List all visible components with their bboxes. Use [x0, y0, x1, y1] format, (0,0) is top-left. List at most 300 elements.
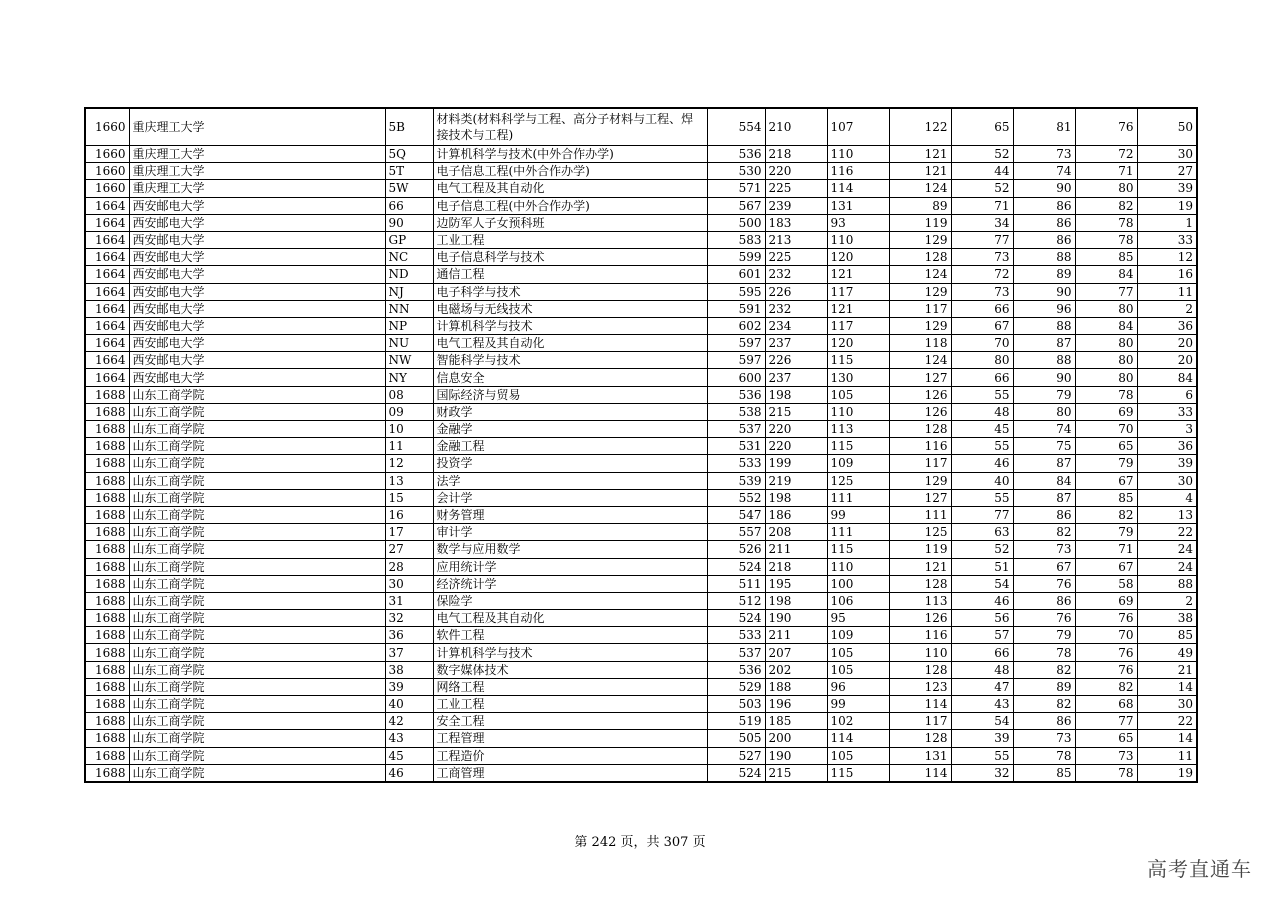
cell-score-b: 105: [827, 644, 889, 661]
cell-major-name: 边防军人子女预科班: [433, 214, 707, 231]
cell-score-a: 190: [765, 610, 827, 627]
cell-major-name: 数学与应用数学: [433, 541, 707, 558]
cell-major-name: 电子科学与技术: [433, 283, 707, 300]
table-body: [85, 108, 1197, 782]
cell-rank: 24: [1137, 558, 1197, 575]
cell-major-name: 计算机科学与技术: [433, 644, 707, 661]
cell-school-code: 1664: [85, 231, 129, 248]
cell-score-c: 129: [889, 317, 951, 334]
table-row: [85, 249, 1197, 266]
cell-score-d: 63: [951, 524, 1013, 541]
cell-major-code: 40: [385, 696, 433, 713]
cell-score-d: 72: [951, 266, 1013, 283]
cell-major-code: 46: [385, 764, 433, 782]
cell-score-total: 554: [707, 108, 765, 146]
cell-school-name: 山东工商学院: [129, 438, 385, 455]
table-row: [85, 489, 1197, 506]
table-row: [85, 575, 1197, 592]
cell-score-total: 595: [707, 283, 765, 300]
cell-score-total: 500: [707, 214, 765, 231]
cell-score-b: 117: [827, 317, 889, 334]
cell-score-b: 111: [827, 489, 889, 506]
cell-score-c: 113: [889, 592, 951, 609]
cell-rank: 6: [1137, 386, 1197, 403]
cell-score-b: 110: [827, 146, 889, 163]
cell-school-code: 1664: [85, 197, 129, 214]
cell-major-name: 经济统计学: [433, 575, 707, 592]
cell-school-name: 西安邮电大学: [129, 369, 385, 386]
cell-score-c: 117: [889, 300, 951, 317]
cell-school-code: 1664: [85, 352, 129, 369]
cell-major-name: 金融工程: [433, 438, 707, 455]
cell-school-code: 1688: [85, 489, 129, 506]
cell-rank: 36: [1137, 438, 1197, 455]
cell-school-code: 1688: [85, 627, 129, 644]
cell-score-e: 86: [1013, 506, 1075, 523]
cell-score-d: 73: [951, 283, 1013, 300]
cell-school-code: 1688: [85, 386, 129, 403]
cell-score-e: 90: [1013, 283, 1075, 300]
cell-score-c: 124: [889, 180, 951, 197]
cell-score-c: 126: [889, 386, 951, 403]
cell-rank: 30: [1137, 696, 1197, 713]
table-row: [85, 108, 1197, 146]
cell-major-code: 10: [385, 421, 433, 438]
cell-major-code: NN: [385, 300, 433, 317]
cell-school-code: 1688: [85, 438, 129, 455]
cell-major-code: 5T: [385, 163, 433, 180]
cell-score-e: 73: [1013, 541, 1075, 558]
cell-score-e: 90: [1013, 369, 1075, 386]
cell-score-e: 78: [1013, 644, 1075, 661]
cell-score-b: 93: [827, 214, 889, 231]
cell-score-a: 185: [765, 713, 827, 730]
cell-score-total: 539: [707, 472, 765, 489]
cell-score-a: 198: [765, 592, 827, 609]
cell-score-a: 226: [765, 283, 827, 300]
cell-school-code: 1688: [85, 455, 129, 472]
cell-rank: 38: [1137, 610, 1197, 627]
cell-score-a: 202: [765, 661, 827, 678]
cell-score-a: 188: [765, 678, 827, 695]
cell-score-a: 218: [765, 146, 827, 163]
cell-score-d: 77: [951, 231, 1013, 248]
cell-score-c: 119: [889, 541, 951, 558]
cell-score-b: 117: [827, 283, 889, 300]
cell-rank: 4: [1137, 489, 1197, 506]
cell-major-name: 工程造价: [433, 747, 707, 764]
cell-school-code: 1664: [85, 300, 129, 317]
cell-rank: 1: [1137, 214, 1197, 231]
cell-score-d: 66: [951, 300, 1013, 317]
cell-major-name: 审计学: [433, 524, 707, 541]
cell-score-a: 234: [765, 317, 827, 334]
cell-score-e: 74: [1013, 163, 1075, 180]
table-row: [85, 300, 1197, 317]
table-row: [85, 610, 1197, 627]
cell-score-total: 552: [707, 489, 765, 506]
cell-score-e: 79: [1013, 386, 1075, 403]
cell-school-name: 重庆理工大学: [129, 108, 385, 146]
table-row: [85, 713, 1197, 730]
cell-score-d: 52: [951, 180, 1013, 197]
cell-score-b: 110: [827, 231, 889, 248]
cell-score-total: 512: [707, 592, 765, 609]
cell-score-d: 54: [951, 575, 1013, 592]
cell-score-d: 71: [951, 197, 1013, 214]
cell-school-name: 山东工商学院: [129, 455, 385, 472]
cell-score-a: 220: [765, 438, 827, 455]
cell-score-a: 211: [765, 541, 827, 558]
cell-score-c: 126: [889, 610, 951, 627]
cell-score-e: 89: [1013, 266, 1075, 283]
cell-school-name: 山东工商学院: [129, 575, 385, 592]
cell-score-d: 34: [951, 214, 1013, 231]
cell-score-e: 86: [1013, 592, 1075, 609]
cell-score-total: 530: [707, 163, 765, 180]
cell-score-e: 87: [1013, 489, 1075, 506]
cell-score-a: 207: [765, 644, 827, 661]
cell-score-e: 84: [1013, 472, 1075, 489]
cell-score-d: 51: [951, 558, 1013, 575]
cell-score-a: 218: [765, 558, 827, 575]
cell-rank: 2: [1137, 300, 1197, 317]
cell-major-code: NW: [385, 352, 433, 369]
cell-score-d: 73: [951, 249, 1013, 266]
cell-score-total: 537: [707, 644, 765, 661]
cell-major-name: 会计学: [433, 489, 707, 506]
cell-major-code: 36: [385, 627, 433, 644]
cell-score-c: 122: [889, 108, 951, 146]
cell-school-code: 1688: [85, 644, 129, 661]
cell-score-a: 198: [765, 386, 827, 403]
cell-school-code: 1660: [85, 163, 129, 180]
cell-school-code: 1688: [85, 421, 129, 438]
cell-score-b: 114: [827, 180, 889, 197]
cell-major-code: 13: [385, 472, 433, 489]
cell-score-b: 115: [827, 764, 889, 782]
cell-score-b: 106: [827, 592, 889, 609]
cell-school-code: 1664: [85, 249, 129, 266]
cell-score-total: 567: [707, 197, 765, 214]
cell-score-a: 220: [765, 421, 827, 438]
cell-score-d: 56: [951, 610, 1013, 627]
cell-school-name: 西安邮电大学: [129, 335, 385, 352]
cell-score-f: 77: [1075, 283, 1137, 300]
cell-score-f: 78: [1075, 231, 1137, 248]
cell-score-c: 128: [889, 421, 951, 438]
cell-score-e: 87: [1013, 455, 1075, 472]
cell-rank: 33: [1137, 403, 1197, 420]
cell-major-name: 电气工程及其自动化: [433, 335, 707, 352]
cell-score-total: 571: [707, 180, 765, 197]
cell-major-name: 通信工程: [433, 266, 707, 283]
cell-score-d: 32: [951, 764, 1013, 782]
cell-rank: 22: [1137, 524, 1197, 541]
cell-school-code: 1688: [85, 730, 129, 747]
table-row: [85, 592, 1197, 609]
table-row: [85, 352, 1197, 369]
cell-major-code: 09: [385, 403, 433, 420]
cell-score-e: 90: [1013, 180, 1075, 197]
cell-score-total: 583: [707, 231, 765, 248]
cell-major-name: 财政学: [433, 403, 707, 420]
cell-score-c: 118: [889, 335, 951, 352]
table-row: [85, 369, 1197, 386]
cell-major-code: 5B: [385, 108, 433, 146]
cell-school-code: 1660: [85, 108, 129, 146]
cell-major-name: 电气工程及其自动化: [433, 180, 707, 197]
cell-rank: 88: [1137, 575, 1197, 592]
cell-rank: 14: [1137, 678, 1197, 695]
cell-score-f: 72: [1075, 146, 1137, 163]
cell-score-e: 73: [1013, 730, 1075, 747]
cell-rank: 14: [1137, 730, 1197, 747]
cell-score-total: 547: [707, 506, 765, 523]
table-row: [85, 231, 1197, 248]
cell-score-e: 82: [1013, 524, 1075, 541]
cell-score-a: 199: [765, 455, 827, 472]
cell-school-code: 1688: [85, 678, 129, 695]
cell-score-b: 109: [827, 455, 889, 472]
cell-school-name: 西安邮电大学: [129, 197, 385, 214]
cell-major-name: 材料类(材料科学与工程、高分子材料与工程、焊接技术与工程): [433, 108, 707, 146]
table-row: [85, 214, 1197, 231]
cell-school-name: 重庆理工大学: [129, 180, 385, 197]
table-row: [85, 661, 1197, 678]
cell-rank: 11: [1137, 747, 1197, 764]
cell-rank: 84: [1137, 369, 1197, 386]
cell-score-b: 102: [827, 713, 889, 730]
table-row: [85, 764, 1197, 782]
cell-score-c: 125: [889, 524, 951, 541]
cell-major-code: NP: [385, 317, 433, 334]
cell-score-a: 232: [765, 300, 827, 317]
cell-score-total: 531: [707, 438, 765, 455]
cell-school-code: 1688: [85, 661, 129, 678]
cell-score-e: 86: [1013, 231, 1075, 248]
cell-major-name: 财务管理: [433, 506, 707, 523]
cell-score-total: 533: [707, 627, 765, 644]
cell-score-e: 73: [1013, 146, 1075, 163]
cell-score-f: 76: [1075, 108, 1137, 146]
cell-rank: 36: [1137, 317, 1197, 334]
cell-major-name: 计算机科学与技术(中外合作办学): [433, 146, 707, 163]
cell-school-name: 山东工商学院: [129, 421, 385, 438]
cell-score-total: 503: [707, 696, 765, 713]
cell-score-e: 81: [1013, 108, 1075, 146]
cell-major-code: 42: [385, 713, 433, 730]
cell-score-d: 39: [951, 730, 1013, 747]
cell-score-d: 66: [951, 644, 1013, 661]
cell-score-a: 220: [765, 163, 827, 180]
cell-score-f: 84: [1075, 317, 1137, 334]
cell-rank: 22: [1137, 713, 1197, 730]
cell-major-code: NJ: [385, 283, 433, 300]
cell-score-e: 76: [1013, 610, 1075, 627]
cell-score-a: 183: [765, 214, 827, 231]
cell-school-name: 西安邮电大学: [129, 214, 385, 231]
cell-major-code: 30: [385, 575, 433, 592]
cell-major-name: 电气工程及其自动化: [433, 610, 707, 627]
cell-major-code: 43: [385, 730, 433, 747]
cell-score-b: 110: [827, 403, 889, 420]
cell-major-name: 电磁场与无线技术: [433, 300, 707, 317]
cell-score-e: 89: [1013, 678, 1075, 695]
cell-score-b: 115: [827, 541, 889, 558]
cell-rank: 49: [1137, 644, 1197, 661]
cell-score-total: 602: [707, 317, 765, 334]
cell-school-name: 西安邮电大学: [129, 249, 385, 266]
cell-score-a: 196: [765, 696, 827, 713]
cell-score-f: 80: [1075, 180, 1137, 197]
cell-score-f: 70: [1075, 627, 1137, 644]
cell-school-code: 1688: [85, 541, 129, 558]
table-row: [85, 146, 1197, 163]
cell-school-name: 西安邮电大学: [129, 266, 385, 283]
cell-school-name: 山东工商学院: [129, 386, 385, 403]
cell-school-name: 山东工商学院: [129, 644, 385, 661]
cell-school-code: 1664: [85, 283, 129, 300]
cell-rank: 12: [1137, 249, 1197, 266]
cell-score-f: 85: [1075, 249, 1137, 266]
cell-major-code: 27: [385, 541, 433, 558]
cell-score-f: 76: [1075, 644, 1137, 661]
cell-score-b: 96: [827, 678, 889, 695]
cell-score-e: 82: [1013, 661, 1075, 678]
cell-score-total: 524: [707, 558, 765, 575]
cell-score-c: 123: [889, 678, 951, 695]
cell-score-f: 79: [1075, 524, 1137, 541]
cell-score-total: 505: [707, 730, 765, 747]
cell-score-a: 226: [765, 352, 827, 369]
cell-school-code: 1688: [85, 403, 129, 420]
cell-major-name: 计算机科学与技术: [433, 317, 707, 334]
cell-score-c: 119: [889, 214, 951, 231]
cell-major-name: 信息安全: [433, 369, 707, 386]
cell-school-code: 1688: [85, 713, 129, 730]
table-row: [85, 747, 1197, 764]
cell-school-code: 1688: [85, 558, 129, 575]
cell-rank: 16: [1137, 266, 1197, 283]
cell-score-e: 86: [1013, 214, 1075, 231]
cell-school-name: 山东工商学院: [129, 541, 385, 558]
cell-score-d: 44: [951, 163, 1013, 180]
cell-score-e: 96: [1013, 300, 1075, 317]
cell-score-c: 131: [889, 747, 951, 764]
cell-school-code: 1688: [85, 472, 129, 489]
cell-major-name: 工程管理: [433, 730, 707, 747]
cell-rank: 30: [1137, 146, 1197, 163]
cell-major-code: 16: [385, 506, 433, 523]
cell-score-a: 208: [765, 524, 827, 541]
cell-school-code: 1664: [85, 266, 129, 283]
cell-score-b: 120: [827, 249, 889, 266]
table-row: [85, 180, 1197, 197]
cell-score-b: 130: [827, 369, 889, 386]
cell-score-c: 117: [889, 455, 951, 472]
cell-score-d: 55: [951, 489, 1013, 506]
cell-rank: 3: [1137, 421, 1197, 438]
table-row: [85, 730, 1197, 747]
cell-score-f: 78: [1075, 386, 1137, 403]
cell-score-e: 80: [1013, 403, 1075, 420]
table-row: [85, 696, 1197, 713]
cell-score-d: 43: [951, 696, 1013, 713]
cell-score-total: 597: [707, 335, 765, 352]
table-row: [85, 644, 1197, 661]
cell-school-code: 1688: [85, 592, 129, 609]
table-row: [85, 524, 1197, 541]
cell-major-code: NC: [385, 249, 433, 266]
cell-school-name: 山东工商学院: [129, 506, 385, 523]
cell-major-code: 5W: [385, 180, 433, 197]
cell-score-a: 225: [765, 249, 827, 266]
cell-score-b: 121: [827, 266, 889, 283]
cell-school-code: 1664: [85, 335, 129, 352]
cell-major-name: 法学: [433, 472, 707, 489]
cell-major-code: 08: [385, 386, 433, 403]
cell-score-total: 533: [707, 455, 765, 472]
cell-score-f: 80: [1075, 300, 1137, 317]
cell-score-b: 121: [827, 300, 889, 317]
cell-rank: 20: [1137, 352, 1197, 369]
cell-score-c: 128: [889, 661, 951, 678]
cell-major-code: 39: [385, 678, 433, 695]
cell-score-f: 76: [1075, 661, 1137, 678]
cell-score-c: 117: [889, 713, 951, 730]
cell-score-e: 67: [1013, 558, 1075, 575]
cell-school-name: 西安邮电大学: [129, 283, 385, 300]
table-row: [85, 438, 1197, 455]
cell-score-d: 80: [951, 352, 1013, 369]
cell-score-f: 67: [1075, 558, 1137, 575]
cell-score-a: 200: [765, 730, 827, 747]
cell-rank: 39: [1137, 180, 1197, 197]
cell-rank: 13: [1137, 506, 1197, 523]
cell-school-name: 山东工商学院: [129, 678, 385, 695]
cell-score-e: 79: [1013, 627, 1075, 644]
cell-score-d: 46: [951, 592, 1013, 609]
cell-school-name: 山东工商学院: [129, 610, 385, 627]
cell-score-f: 85: [1075, 489, 1137, 506]
cell-score-total: 597: [707, 352, 765, 369]
cell-score-c: 121: [889, 146, 951, 163]
cell-score-b: 111: [827, 524, 889, 541]
cell-school-code: 1660: [85, 180, 129, 197]
cell-school-code: 1688: [85, 696, 129, 713]
cell-school-name: 西安邮电大学: [129, 300, 385, 317]
cell-major-name: 应用统计学: [433, 558, 707, 575]
cell-score-a: 211: [765, 627, 827, 644]
cell-score-a: 219: [765, 472, 827, 489]
cell-score-d: 77: [951, 506, 1013, 523]
cell-score-c: 129: [889, 472, 951, 489]
cell-score-d: 40: [951, 472, 1013, 489]
cell-score-d: 57: [951, 627, 1013, 644]
cell-score-b: 107: [827, 108, 889, 146]
cell-major-name: 数字媒体技术: [433, 661, 707, 678]
cell-score-b: 100: [827, 575, 889, 592]
cell-major-code: 12: [385, 455, 433, 472]
cell-rank: 11: [1137, 283, 1197, 300]
cell-school-name: 重庆理工大学: [129, 146, 385, 163]
cell-score-a: 210: [765, 108, 827, 146]
table-row: [85, 335, 1197, 352]
cell-score-total: 536: [707, 661, 765, 678]
cell-score-c: 121: [889, 558, 951, 575]
cell-score-b: 105: [827, 747, 889, 764]
